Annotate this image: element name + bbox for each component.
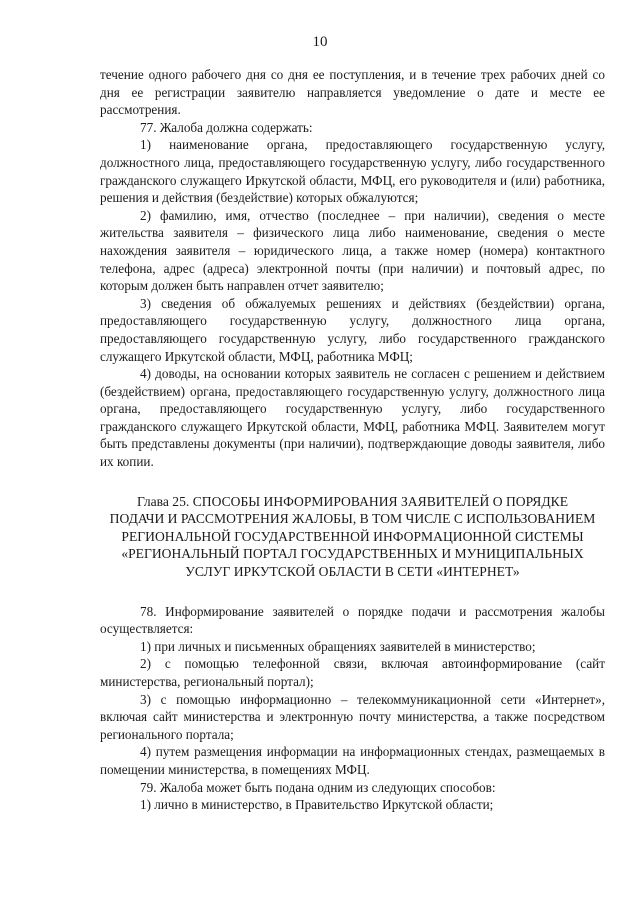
document-body (100, 66, 605, 814)
chapter-heading: Глава 25. СПОСОБЫ ИНФОРМИРОВАНИЯ ЗАЯВИТЕЛЕЙ О ПОРЯДКЕ ПОДАЧИ И РАССМОТРЕНИЯ ЖАЛОБЫ, В ТОМ ЧИСЛЕ С ИСПОЛЬЗОВАНИЕМ РЕГИОНАЛЬНОЙ ГОСУДАРСТВЕННОЙ ИНФОРМАЦИОННОЙ СИСТЕМЫ «РЕГИОНАЛЬНЫЙ ПОРТАЛ ГОСУДАРСТВЕННЫХ И МУНИЦИПАЛЬНЫХ УСЛУГ ИРКУТСКОЙ ОБЛАСТИ В СЕТИ «ИНТЕРНЕТ» (109, 493, 596, 580)
paragraph-77-item-3: 3) сведения об обжалуемых решениях и действиях (бездействии) органа, предоставляющего государственную услугу, должностного лица органа, предоставляющего государственную услугу, либо государственного гражданского служащего Иркутской области, МФЦ, работника МФЦ; (100, 295, 605, 364)
paragraph-continuation: течение одного рабочего дня со дня ее поступления, и в течение трех рабочих дней со дня ее регистрации заявителю направляется уведомление о дате и месте ее рассмотрения. (100, 67, 605, 118)
page-number: 10 (312, 34, 328, 50)
paragraph-78-item-4: 4) путем размещения информации на информационных стендах, размещаемых в помещении министерства, в помещениях МФЦ. (100, 744, 605, 777)
paragraph-78-item-1: 1) при личных и письменных обращениях заявителей в министерство; (140, 638, 536, 654)
paragraph-78-item-2: 2) с помощью телефонной связи, включая автоинформирование (сайт министерства, региональный портал); (100, 656, 605, 689)
paragraph-77-item-1: 1) наименование органа, предоставляющего государственную услугу, должностного лица, предоставляющего государственную услугу, либо государственного гражданского служащего Иркутской области, МФЦ, его руководителя и (или) работника, решения и действия (бездействие) которых обжалуются; (100, 137, 605, 206)
paragraph-77: 77. Жалоба должна содержать: (140, 119, 313, 135)
paragraph-78: 78. Информирование заявителей о порядке подачи и рассмотрения жалобы осуществляется: (100, 603, 605, 637)
paragraph-77-item-4: 4) доводы, на основании которых заявитель не согласен с решением и действием (бездействием) органа, предоставляющего государственную услугу, должностного лица органа, предоставляющего государственную услугу, либо государственного гражданского служащего Иркутской области, МФЦ, работника МФЦ. Заявителем могут быть представлены документы (при наличии), подтверждающие доводы заявителя, либо их копии. (100, 366, 605, 470)
paragraph-79: 79. Жалоба может быть подана одним из следующих способов: (140, 779, 496, 795)
paragraph-78-item-3: 3) с помощью информационно – телекоммуникационной сети «Интернет», включая сайт министерства и электронную почту министерства, а также посредством регионального портала; (100, 691, 605, 742)
paragraph-77-item-2: 2) фамилию, имя, отчество (последнее – при наличии), сведения о месте жительства заявителя – физического лица либо наименование, сведения о месте нахождения заявителя – юридического лица, а также номер (номера) контактного телефона, адрес (адреса) электронной почты (при наличии) и почтовый адрес, по которым должен быть направлен отчет заявителю; (100, 207, 605, 294)
paragraph-79-item-1: 1) лично в министерство, в Правительство Иркутской области; (140, 797, 494, 813)
